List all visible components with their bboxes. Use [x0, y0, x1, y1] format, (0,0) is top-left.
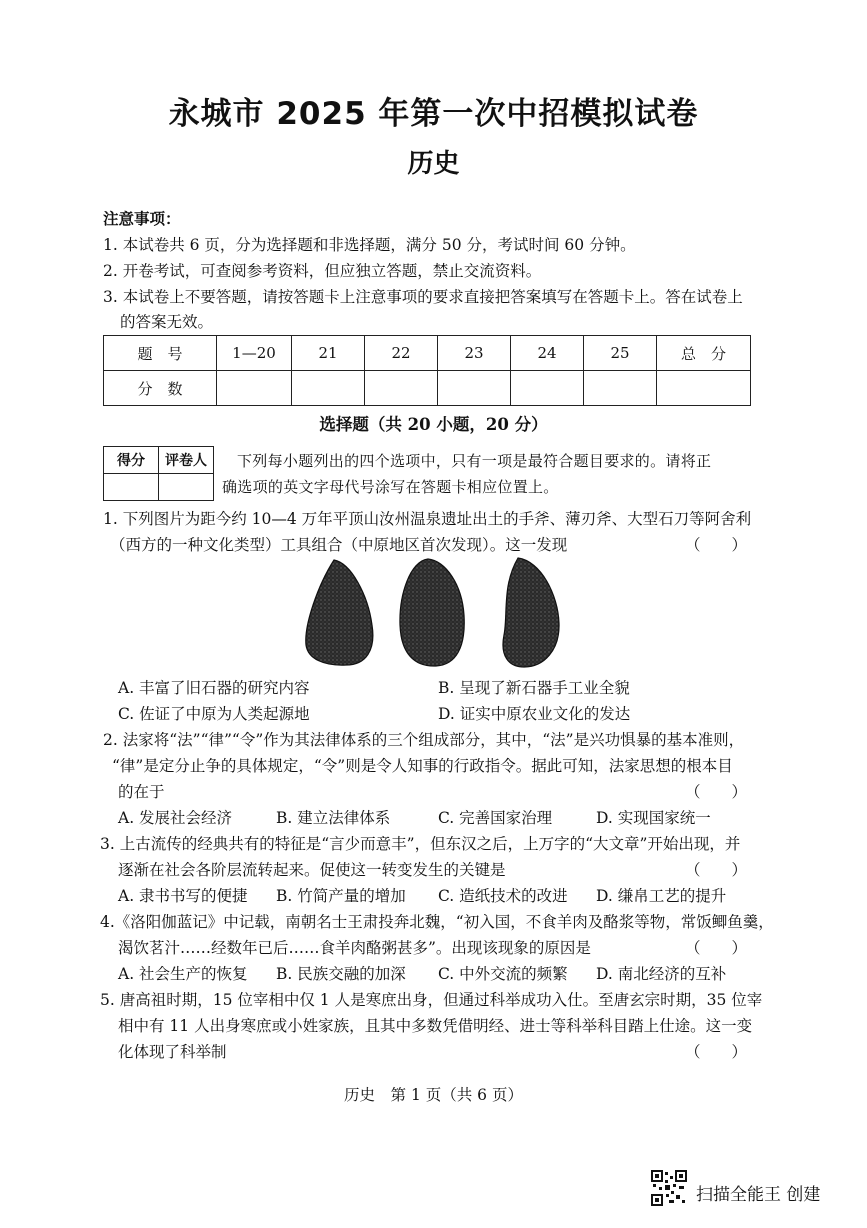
- score-cell: [292, 371, 365, 406]
- question-2-text: 2. 法家将“法”“律”“令”作为其法律体系的三个组成部分，其中，“法”是兴功惧暴的基本准则，: [103, 731, 745, 749]
- score-cell: [511, 371, 584, 406]
- question-3-text: 3. 上古流传的经典共有的特征是“言少而意丰”，但东汉之后，上万字的“大文章”开始出现，并: [100, 835, 741, 853]
- answer-paren: （ ）: [685, 861, 748, 879]
- question-5-text: 化体现了科举制: [118, 1043, 227, 1061]
- section-title: 选择题（共 20 小题，20 分）: [319, 415, 548, 434]
- option-c: C. 完善国家治理: [438, 809, 553, 827]
- option-a: A. 隶书书写的便捷: [118, 887, 248, 905]
- question-2-text: 的在于: [118, 783, 165, 801]
- option-b: B. 民族交融的加深: [276, 965, 406, 983]
- option-b: B. 竹简产量的增加: [276, 887, 406, 905]
- question-4-text: 4.《洛阳伽蓝记》中记载，南朝名士王肃投奔北魏，“初入国，不食羊肉及酪浆等物，常饭鲫鱼羹，: [100, 913, 774, 931]
- section-instruction: 下列每小题列出的四个选项中，只有一项是最符合题目要求的。请将正: [237, 452, 712, 470]
- scanner-watermark: 扫描全能王 创建: [696, 1185, 821, 1205]
- answer-paren: （ ）: [685, 1043, 748, 1061]
- option-a: A. 发展社会经济: [118, 809, 233, 827]
- option-b: B. 呈现了新石器手工业全貌: [438, 679, 630, 697]
- score-cell: [217, 371, 292, 406]
- score-row-label: 分 数: [104, 371, 217, 406]
- page-footer: 历史 第 1 页（共 6 页）: [344, 1086, 523, 1104]
- section-instruction: 确选项的英文字母代号涂写在答题卡相应位置上。: [222, 478, 559, 496]
- question-3-text: 逐渐在社会各阶层流转起来。促使这一转变发生的关键是: [118, 861, 506, 879]
- question-5-text: 5. 唐高祖时期，15 位宰相中仅 1 人是寒庶出身，但通过科举成功入仕。至唐玄宗时期，35 位宰: [100, 991, 763, 1009]
- qr-code-icon: [651, 1170, 687, 1206]
- score-header-cell: 25: [584, 336, 657, 371]
- answer-paren: （ ）: [685, 536, 748, 554]
- cleaver-image: [400, 559, 464, 666]
- notice-heading: 注意事项：: [103, 209, 181, 228]
- option-d: D. 缣帛工艺的提升: [596, 887, 727, 905]
- score-header-cell: 21: [292, 336, 365, 371]
- question-1-text: （西方的一种文化类型）工具组合（中原地区首次发现）。这一发现: [110, 536, 568, 554]
- grader-name-label: 评卷人: [159, 447, 214, 474]
- grader-box: [103, 446, 214, 501]
- notice-item: 的答案无效。: [120, 313, 214, 331]
- answer-paren: （ ）: [685, 939, 748, 957]
- subject-title: 历史: [407, 149, 460, 179]
- score-header-cell: 23: [438, 336, 511, 371]
- grader-score-label: 得分: [104, 447, 159, 474]
- answer-paren: （ ）: [685, 783, 748, 801]
- exam-title: 永城市 2025 年第一次中招模拟试卷: [168, 96, 699, 132]
- score-cell: [438, 371, 511, 406]
- score-cell: [584, 371, 657, 406]
- option-c: C. 中外交流的频繁: [438, 965, 568, 983]
- question-2-text: “律”是定分止争的具体规定，“令”则是令人知事的行政指令。据此可知，法家思想的根本目: [112, 757, 733, 775]
- stone-knife-image: [503, 558, 559, 667]
- score-header-cell: 1—20: [217, 336, 292, 371]
- score-cell: [365, 371, 438, 406]
- notice-item: 2. 开卷考试，可查阅参考资料，但应独立答题，禁止交流资料。: [103, 262, 542, 280]
- grader-name-cell: [159, 474, 214, 501]
- notice-item: 1. 本试卷共 6 页，分为选择题和非选择题，满分 50 分，考试时间 60 分钟。: [103, 236, 636, 254]
- score-header-cell: 22: [365, 336, 438, 371]
- grader-score-cell: [104, 474, 159, 501]
- hand-axe-image: [306, 560, 373, 665]
- stone-tools-image: [296, 555, 566, 675]
- option-c: C. 造纸技术的改进: [438, 887, 568, 905]
- score-header-cell: 24: [511, 336, 584, 371]
- question-1-text: 1. 下列图片为距今约 10—4 万年平顶山汝州温泉遗址出土的手斧、薄刃斧、大型石刀等阿舍利: [103, 510, 752, 528]
- question-4-text: 渴饮茗汁……经数年已后……食羊肉酪粥甚多”。出现该现象的原因是: [118, 939, 591, 957]
- score-header-cell: 总 分: [657, 336, 751, 371]
- option-a: A. 丰富了旧石器的研究内容: [118, 679, 310, 697]
- question-5-text: 相中有 11 人出身寒庶或小姓家族，且其中多数凭借明经、进士等科举科目踏上仕途。这一变: [118, 1017, 753, 1035]
- score-table: [103, 335, 751, 406]
- score-header-cell: 题 号: [104, 336, 217, 371]
- option-a: A. 社会生产的恢复: [118, 965, 248, 983]
- score-cell: [657, 371, 751, 406]
- option-d: D. 证实中原农业文化的发达: [438, 705, 631, 723]
- option-b: B. 建立法律体系: [276, 809, 391, 827]
- notice-item: 3. 本试卷上不要答题，请按答题卡上注意事项的要求直接把答案填写在答题卡上。答在试卷上: [103, 288, 743, 306]
- option-c: C. 佐证了中原为人类起源地: [118, 705, 310, 723]
- option-d: D. 实现国家统一: [596, 809, 711, 827]
- option-d: D. 南北经济的互补: [596, 965, 727, 983]
